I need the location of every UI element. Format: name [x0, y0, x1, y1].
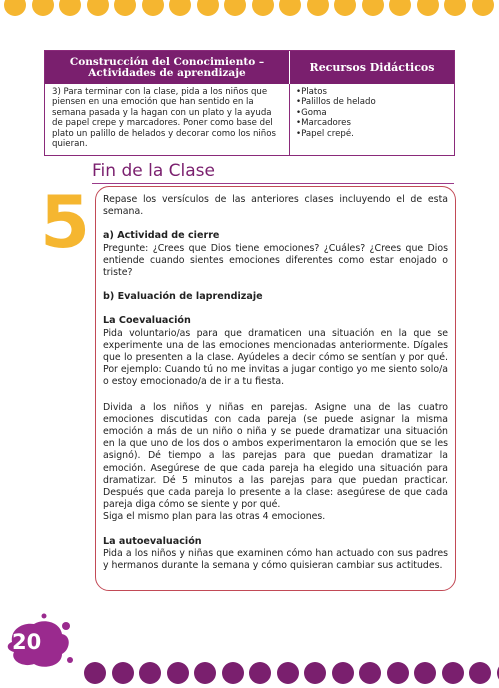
border-dot: [414, 662, 436, 684]
resources-list: [290, 84, 454, 155]
border-dot: [197, 0, 219, 16]
self-evaluation-text: Pida a los niños y niñas que examinen cómo han actuado con sus padres y hermanos durante la semana y cómo quisieran cambiar sus actitudes.: [103, 547, 448, 572]
border-dot: [334, 0, 356, 16]
top-dot-border: [0, 0, 499, 16]
coevaluation-heading: La Coevaluación: [103, 315, 191, 327]
resource-item: • Platos: [296, 87, 448, 97]
border-dot: [307, 0, 329, 16]
border-dot: [59, 0, 81, 16]
border-dot: [84, 662, 106, 684]
border-dot: [469, 662, 491, 684]
border-dot: [362, 0, 384, 16]
resource-item: • Goma: [296, 108, 448, 118]
border-dot: [472, 0, 494, 16]
coevaluation-paragraph: Divida a los niños y niñas en parejas. Asigne una de las cuatro emociones discutidas con cada pareja (se puede asignar la misma emoción a más de un niño o niña y se puede dramatizar una situación en la que uno de los dos o ambos experimentaron la emoción que se les asignó). Dé tiempo a las parejas para que puedan dramatizar la emoción. Asegúrese de que cada pareja ha elegido una situación para dramatizar. Dé 5 minutos a las parejas para que puedan practicar. Después que cada pareja lo presente a la clase: asegúrese de que cada pareja diga cómo se siente y por qué.: [103, 401, 448, 511]
resource-item: • Papel crepé.: [296, 129, 448, 139]
title-underline: [92, 183, 454, 184]
table-header-activities: Construcción del Conocimiento – Actividades de aprendizaje: [45, 51, 290, 84]
border-dot: [87, 0, 109, 16]
intro-text: Repase los versículos de las anteriores clases incluyendo el de esta semana.: [103, 194, 448, 218]
border-dot: [359, 662, 381, 684]
activities-table: [44, 50, 455, 156]
border-dot: [387, 662, 409, 684]
border-dot: [389, 0, 411, 16]
border-dot: [139, 662, 161, 684]
border-dot: [222, 662, 244, 684]
border-dot: [332, 662, 354, 684]
table-row: [45, 84, 454, 155]
border-dot: [442, 662, 464, 684]
resource-item: • Marcadores: [296, 118, 448, 128]
content-box: [95, 186, 456, 591]
border-dot: [4, 0, 26, 16]
border-dot: [249, 662, 271, 684]
border-dot: [169, 0, 191, 16]
border-dot: [444, 0, 466, 16]
border-dot: [112, 662, 134, 684]
section-number: 5: [40, 180, 91, 264]
bottom-dot-border: [0, 662, 499, 684]
activity-text: 3) Para terminar con la clase, pida a los niños que piensen en una emoción que han sentido en la semana pasada y la hagan con un plato y la ayuda de papel crepe y marcadores. Poner como base del plato un palillo de helados y decorar como los niños quieran.: [45, 84, 290, 155]
table-header-row: [45, 51, 454, 84]
border-dot: [417, 0, 439, 16]
border-dot: [114, 0, 136, 16]
page-number: 20: [12, 630, 42, 654]
table-header-resources: Recursos Didácticos: [290, 51, 454, 84]
coevaluation-paragraph: Siga el mismo plan para las otras 4 emociones.: [103, 511, 326, 523]
closing-activity-heading: a) Actividad de cierre: [103, 230, 220, 242]
border-dot: [277, 662, 299, 684]
border-dot: [142, 0, 164, 16]
coevaluation-paragraph: Pida voluntario/as para que dramaticen una situación en la que se experimente una de las emociones mencionadas anteriormente. Dígales que lo presenten a la clase. Ayúdeles a decir cómo se sentían y por qué. Por ejemplo: Cuando tú no me invitas a jugar contigo yo me siento solo/a o estoy emocionado/a de ir a tu fiesta.: [103, 327, 448, 388]
border-dot: [167, 662, 189, 684]
self-evaluation-heading: La autoevaluación: [103, 535, 202, 547]
border-dot: [32, 0, 54, 16]
section-title: Fin de la Clase: [92, 161, 215, 181]
resource-item: • Palillos de helado: [296, 97, 448, 107]
border-dot: [304, 662, 326, 684]
evaluation-heading: b) Evaluación de laprendizaje: [103, 291, 263, 303]
border-dot: [252, 0, 274, 16]
border-dot: [224, 0, 246, 16]
closing-activity-text: Pregunte: ¿Crees que Dios tiene emociones? ¿Cuáles? ¿Crees que Dios entiende cuando sientes emociones diferentes como estar enojado o triste?: [103, 242, 448, 279]
border-dot: [194, 662, 216, 684]
border-dot: [279, 0, 301, 16]
